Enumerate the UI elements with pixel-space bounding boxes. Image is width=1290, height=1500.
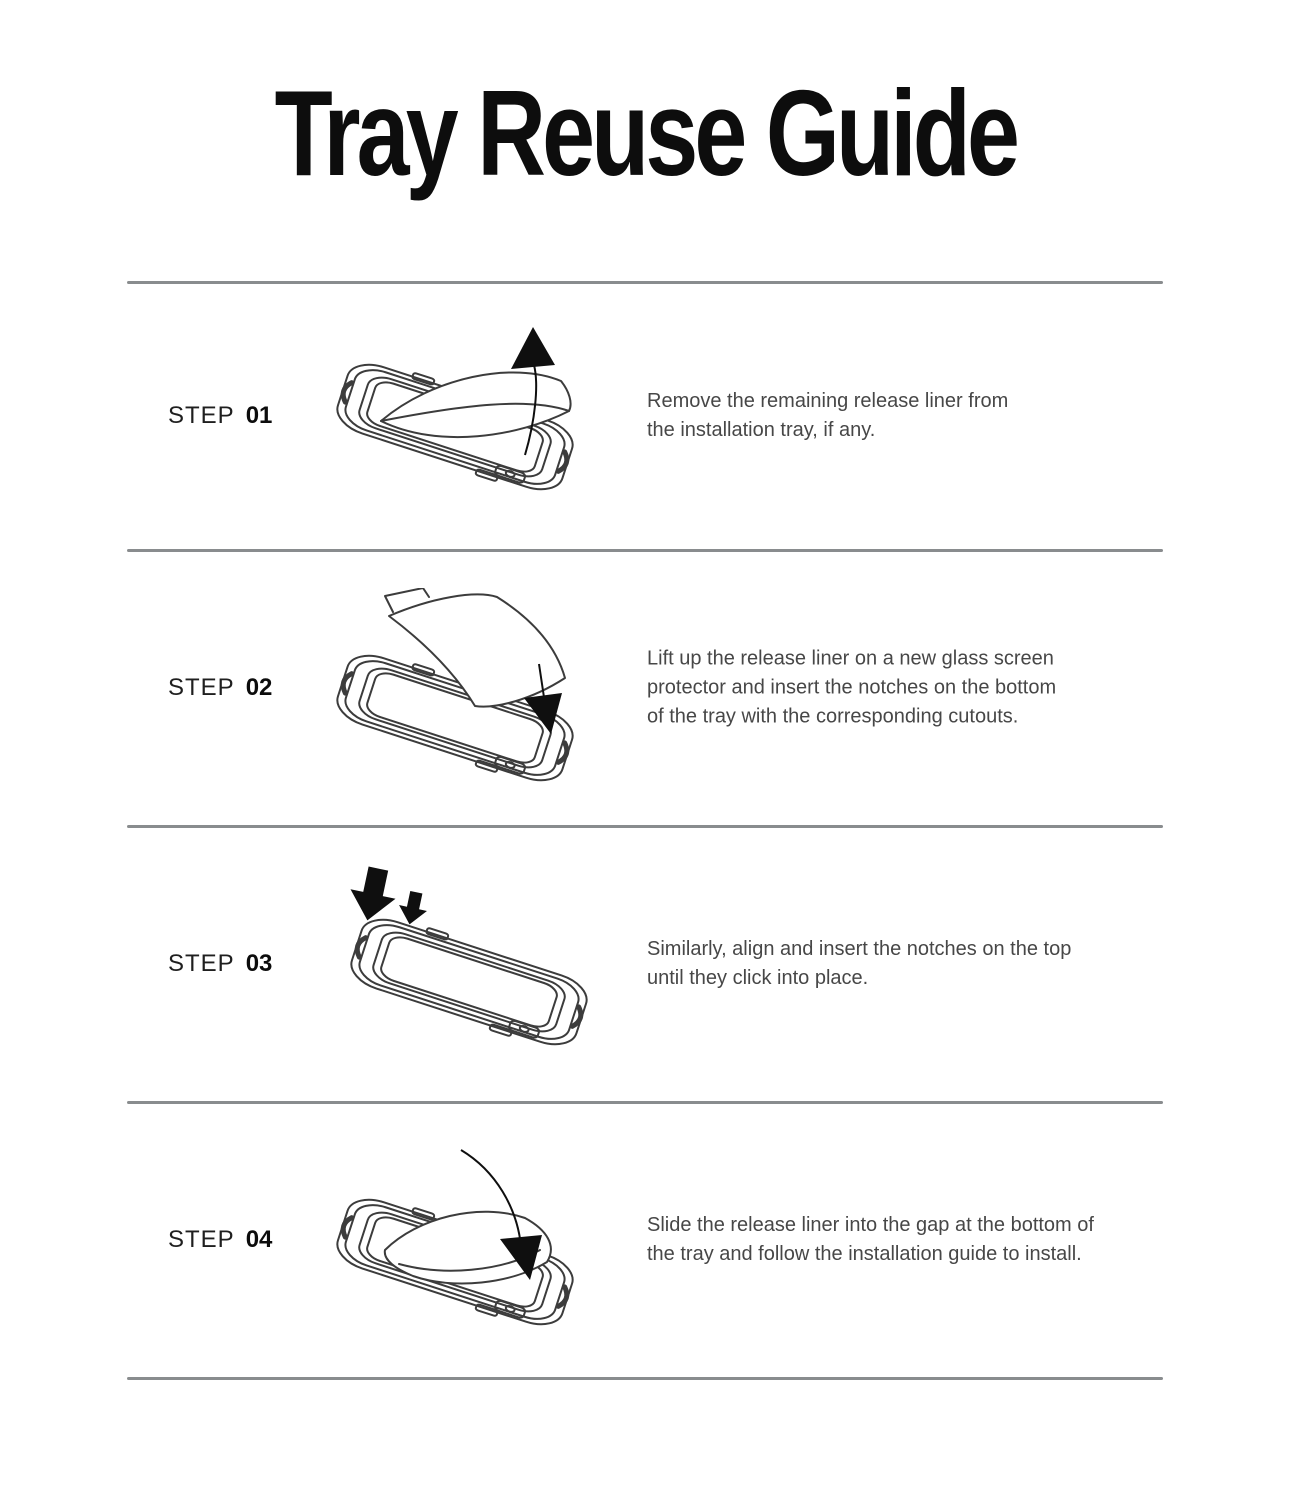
step-row-2 [0, 551, 1290, 825]
description-line: of the tray with the corresponding cutouts. [647, 705, 1019, 728]
description-line: Lift up the release liner on a new glass screen [647, 647, 1054, 670]
step-word: STEP [168, 1226, 235, 1253]
description-line: protector and insert the notches on the bottom [647, 676, 1057, 699]
up-arrow-head-icon [511, 327, 555, 369]
step-word: STEP [168, 950, 235, 977]
step-number: 04 [245, 1226, 273, 1253]
step-2-label [168, 674, 272, 702]
tray-drawing [345, 908, 593, 1055]
step-row-4 [0, 1103, 1290, 1377]
page-header [0, 50, 1290, 215]
step-1-illustration-remove-liner [333, 321, 593, 511]
description-line: the tray and follow the installation guide to install. [647, 1243, 1082, 1265]
step-3-label [168, 950, 272, 978]
press-down-arrow-small-icon [396, 889, 431, 927]
step-3-description [647, 935, 1071, 993]
page-title: Tray Reuse Guide [274, 64, 1016, 201]
protector-liner-sheet [389, 594, 565, 706]
step-4-illustration-slide-liner [333, 1140, 593, 1340]
divider [127, 1377, 1163, 1380]
description-line: Remove the remaining release liner from [647, 390, 1009, 412]
description-line: the installation tray, if any. [647, 419, 876, 441]
step-1-label [168, 402, 272, 430]
step-row-1 [0, 283, 1290, 549]
step-row-3 [0, 827, 1290, 1101]
step-4-description [647, 1211, 1094, 1269]
description-line: until they click into place. [647, 967, 869, 989]
step-1-description [647, 387, 1008, 445]
step-number: 03 [245, 950, 273, 977]
step-3-illustration-align-notches [333, 864, 593, 1064]
step-word: STEP [168, 402, 235, 429]
step-word: STEP [168, 674, 235, 701]
press-down-arrow-icon [345, 864, 401, 925]
step-number: 02 [245, 674, 273, 701]
description-line: Similarly, align and insert the notches on the top [647, 938, 1072, 960]
step-4-label [168, 1226, 272, 1254]
description-line: Slide the release liner into the gap at the bottom of [647, 1214, 1094, 1236]
step-2-description [647, 645, 1056, 732]
step-number: 01 [245, 402, 273, 429]
step-2-illustration-insert-protector [333, 588, 593, 788]
